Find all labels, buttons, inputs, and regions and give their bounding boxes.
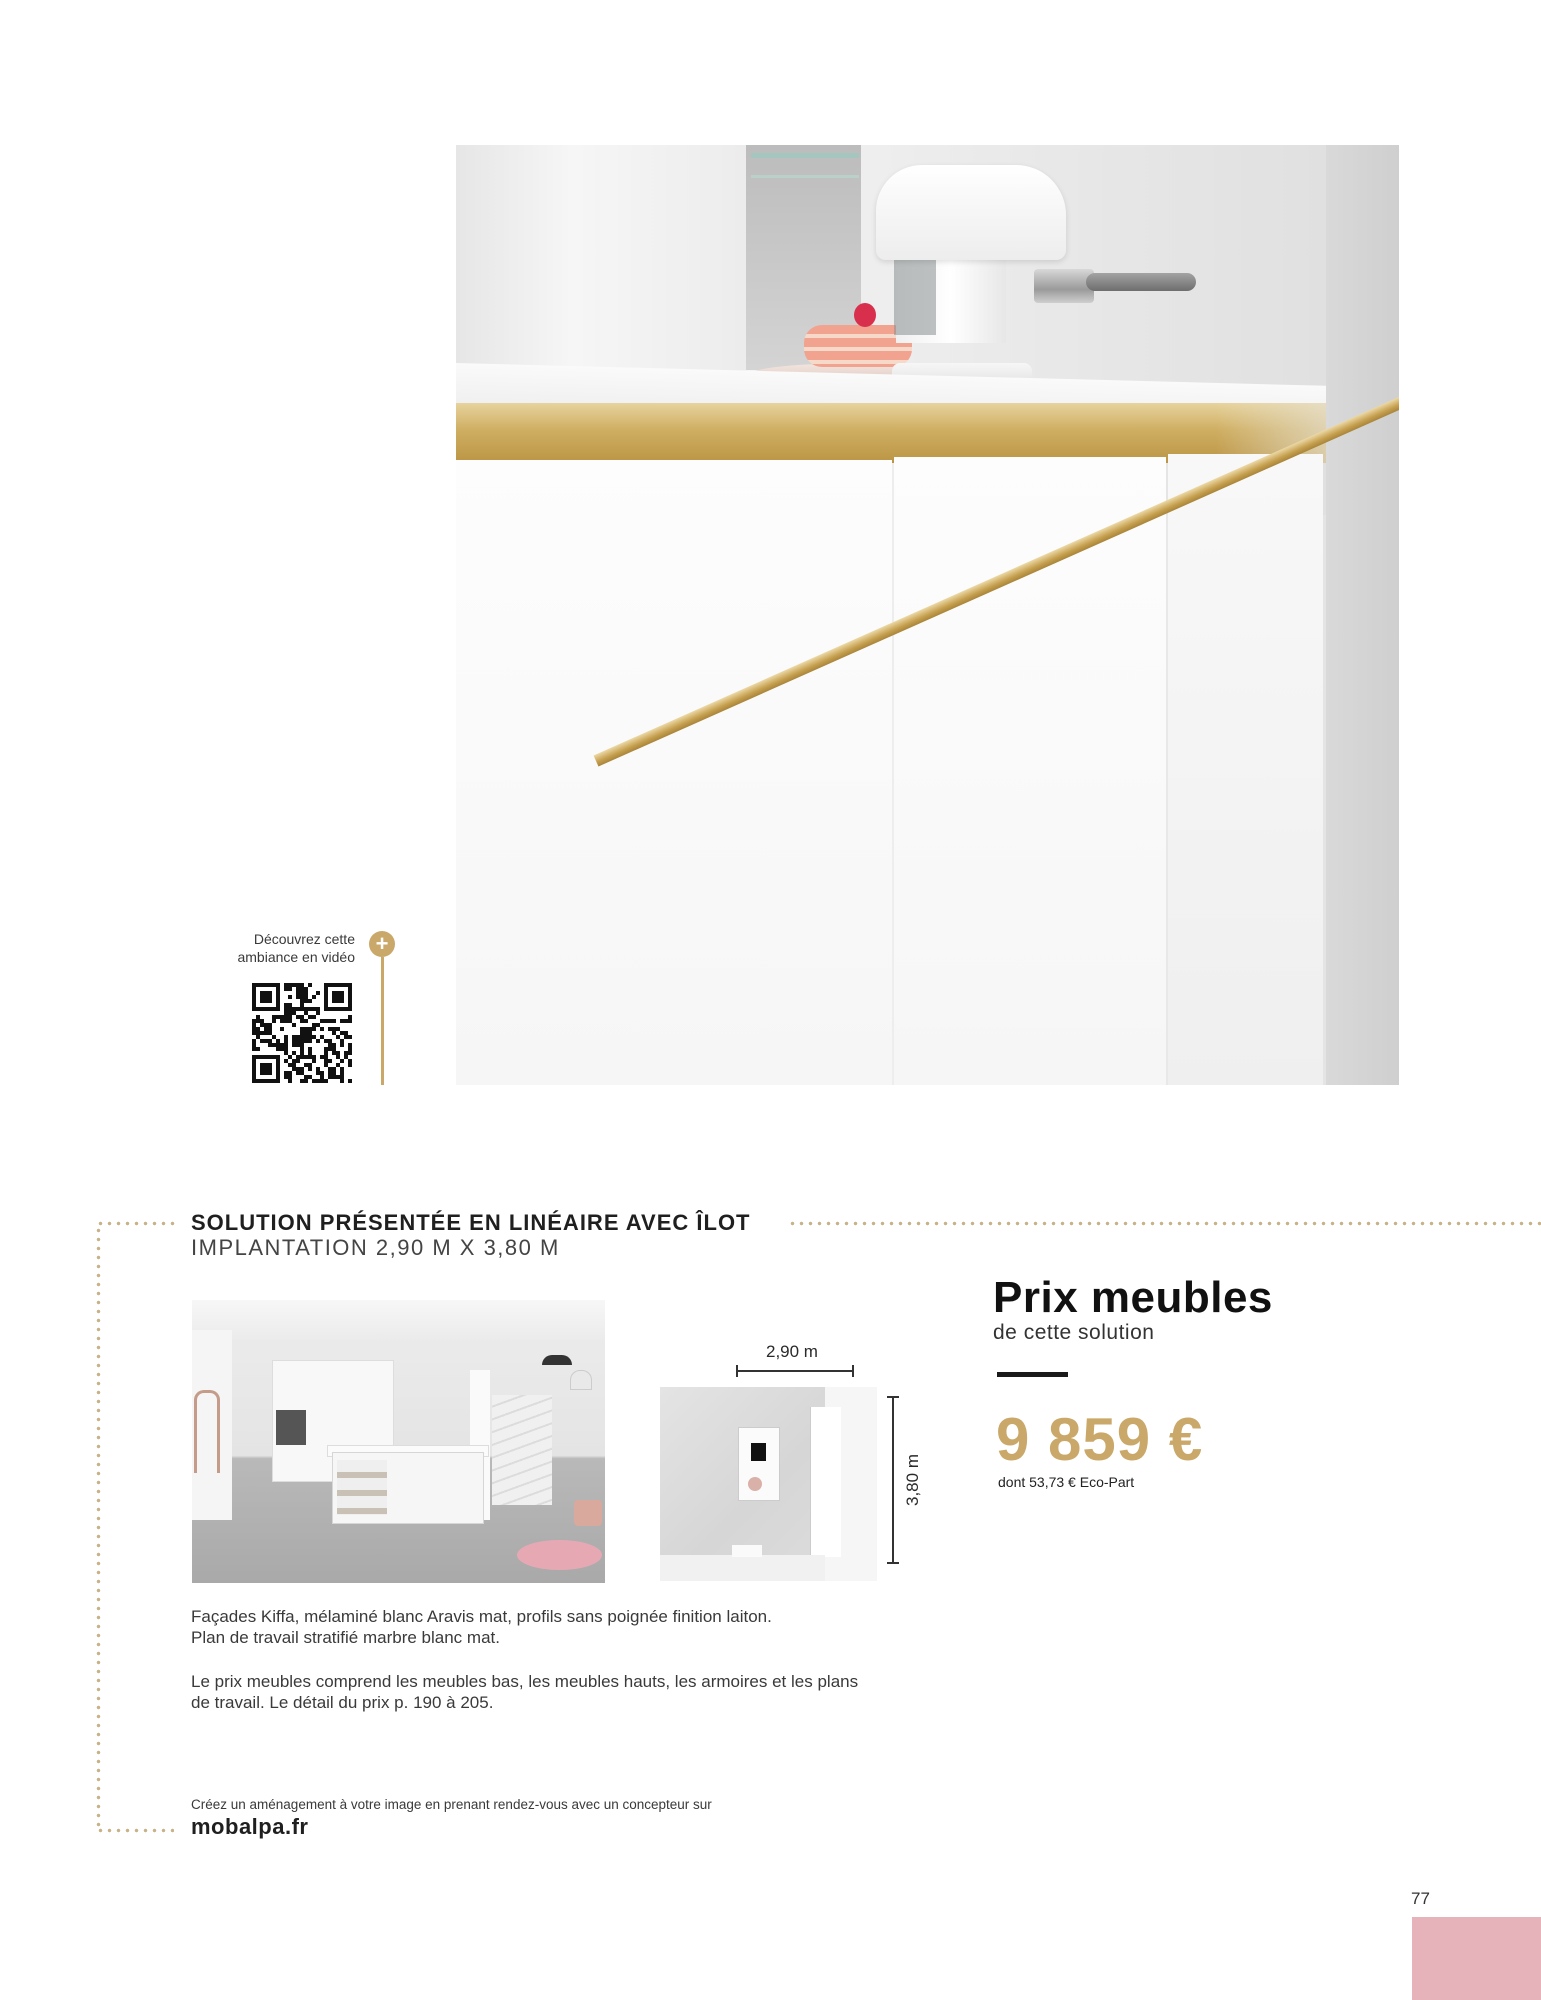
plan-opening bbox=[732, 1545, 762, 1557]
room-3d-render bbox=[192, 1300, 605, 1583]
description-line: Plan de travail stratifié marbre blanc mat. bbox=[191, 1628, 500, 1647]
plan-island bbox=[738, 1427, 780, 1501]
website-link[interactable]: mobalpa.fr bbox=[191, 1814, 309, 1839]
price-subtitle: de cette solution bbox=[993, 1321, 1155, 1344]
dimension-depth-line bbox=[892, 1396, 894, 1564]
price-value: 9 859 € bbox=[996, 1406, 1204, 1473]
photo-glass-backsplash bbox=[456, 145, 746, 375]
photo-cabinet-door bbox=[894, 457, 1166, 1085]
qr-code-icon[interactable] bbox=[252, 983, 352, 1083]
price-title: Prix meubles bbox=[993, 1273, 1273, 1322]
video-caption-line: ambiance en vidéo bbox=[237, 949, 355, 965]
price-divider bbox=[997, 1372, 1068, 1377]
render-pendant-lamp bbox=[570, 1370, 592, 1390]
plan-linear-units bbox=[810, 1407, 841, 1557]
render-oven bbox=[276, 1410, 306, 1445]
video-caption bbox=[155, 930, 355, 966]
dotted-divider bbox=[96, 1828, 174, 1833]
photo-portafilter-handle bbox=[1086, 273, 1196, 291]
finish-description bbox=[191, 1606, 911, 1648]
dotted-divider bbox=[788, 1221, 1541, 1226]
dimension-width-line bbox=[736, 1370, 854, 1372]
floor-plan-image bbox=[660, 1387, 877, 1581]
photo-glass-shelf bbox=[751, 153, 859, 158]
implantation-size: IMPLANTATION 2,90 M X 3,80 M bbox=[191, 1235, 560, 1260]
photo-cabinet-door bbox=[456, 460, 892, 1085]
photo-glass-shelf bbox=[751, 175, 859, 178]
page-number: 77 bbox=[1411, 1889, 1430, 1908]
render-ceiling bbox=[192, 1300, 605, 1340]
plan-hob bbox=[751, 1443, 766, 1461]
appointment-cta: Créez un aménagement à votre image en prenant rendez-vous avec un concepteur sur bbox=[191, 1797, 712, 1812]
description-line: Façades Kiffa, mélaminé blanc Aravis mat, profils sans poignée finition laiton. bbox=[191, 1607, 772, 1626]
section-color-tab bbox=[1412, 1917, 1541, 2000]
photo-coffee-machine-window bbox=[894, 247, 936, 335]
price-description bbox=[191, 1671, 911, 1713]
photo-raspberry bbox=[854, 303, 876, 327]
gold-connector-line bbox=[381, 957, 384, 1085]
render-mirror-arch bbox=[194, 1390, 220, 1473]
render-pendant-lamp bbox=[542, 1355, 572, 1365]
photo-side-wall bbox=[1326, 145, 1399, 1085]
render-stairs bbox=[492, 1395, 552, 1505]
photo-portafilter bbox=[1034, 269, 1094, 303]
hero-kitchen-photo bbox=[456, 145, 1399, 1085]
render-island-shelves bbox=[337, 1460, 387, 1515]
description-line: Le prix meubles comprend les meubles bas, les meubles hauts, les armoires et les plans bbox=[191, 1672, 859, 1691]
render-stool bbox=[574, 1500, 602, 1526]
photo-coffee-machine bbox=[876, 165, 1066, 260]
video-caption-line: Découvrez cette bbox=[253, 931, 355, 947]
eco-part-note: dont 53,73 € Eco-Part bbox=[998, 1474, 1135, 1490]
solution-title: SOLUTION PRÉSENTÉE EN LINÉAIRE AVEC ÎLOT bbox=[191, 1210, 751, 1235]
photo-cabinet-door bbox=[1168, 454, 1323, 1085]
plus-icon[interactable]: + bbox=[369, 931, 395, 957]
dotted-divider bbox=[96, 1226, 101, 1828]
plan-bottom-wall bbox=[660, 1555, 825, 1581]
dimension-depth-label: 3,80 m bbox=[903, 1454, 922, 1506]
render-rug bbox=[517, 1540, 602, 1570]
description-line: de travail. Le détail du prix p. 190 à 205. bbox=[191, 1693, 494, 1712]
dotted-divider bbox=[96, 1221, 178, 1226]
plan-sink bbox=[748, 1477, 762, 1491]
